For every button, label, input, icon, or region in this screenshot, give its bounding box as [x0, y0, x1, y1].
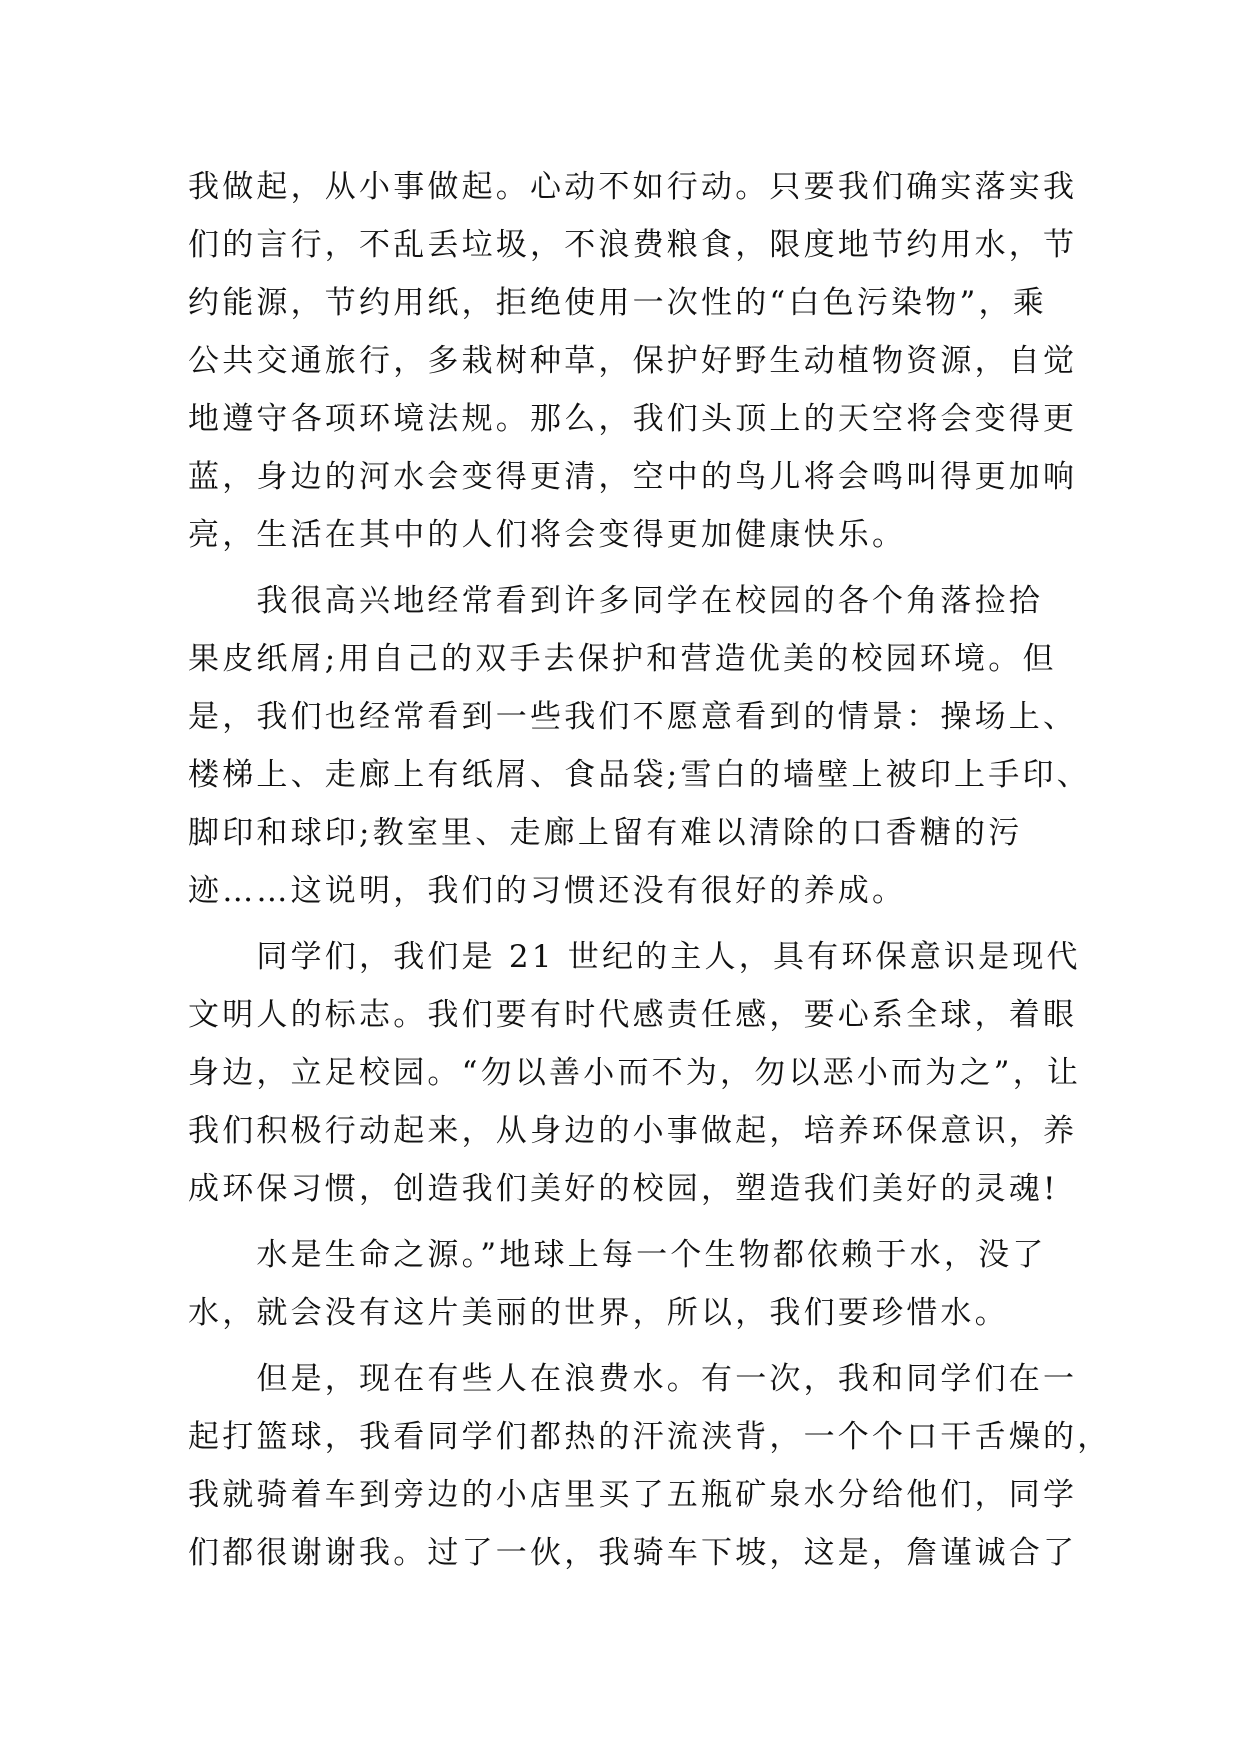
- paragraph-3: [188, 928, 1082, 1218]
- text-line: 同学们，我们是 21 世纪的主人，具有环保意识是现代: [188, 939, 1081, 975]
- text-line: 但是，现在有些人在浪费水。有一次，我和同学们在一: [188, 1361, 1078, 1397]
- paragraph-1: [188, 158, 1078, 564]
- text-line: 果皮纸屑;用自己的双手去保护和营造优美的校园环境。但: [188, 641, 1057, 677]
- text-line: 我就骑着车到旁边的小店里买了五瓶矿泉水分给他们，同学: [188, 1477, 1078, 1513]
- text-line: 公共交通旅行，多栽树种草，保护好野生动植物资源，自觉: [188, 343, 1078, 379]
- text-line: 文明人的标志。我们要有时代感责任感，要心系全球，着眼: [188, 997, 1078, 1033]
- paragraph-2: [188, 572, 1091, 920]
- text-line: 身边，立足校园。“勿以善小而不为，勿以恶小而为之”，让: [188, 1055, 1082, 1091]
- text-line: 蓝，身边的河水会变得更清，空中的鸟儿将会鸣叫得更加响: [188, 459, 1078, 495]
- paragraph-4: [188, 1226, 1058, 1342]
- text-line: 约能源，节约用纸，拒绝使用一次性的“白色污染物”，乘: [188, 285, 1047, 321]
- text-line: 是，我们也经常看到一些我们不愿意看到的情景：操场上、: [188, 699, 1078, 735]
- text-line: 地遵守各项环境法规。那么，我们头顶上的天空将会变得更: [188, 401, 1078, 437]
- text-line: 成环保习惯，创造我们美好的校园，塑造我们美好的灵魂!: [188, 1171, 1059, 1207]
- text-line: 水是生命之源。”地球上每一个生物都依赖于水，没了: [188, 1237, 1047, 1273]
- text-line: 我们积极行动起来，从身边的小事做起，培养环保意识，养: [188, 1113, 1078, 1149]
- text-line: 亮，生活在其中的人们将会变得更加健康快乐。: [188, 517, 907, 553]
- text-line: 水，就会没有这片美丽的世界，所以，我们要珍惜水。: [188, 1295, 1009, 1331]
- text-line: 楼梯上、走廊上有纸屑、食品袋;雪白的墙壁上被印上手印、: [188, 757, 1091, 793]
- text-line: 起打篮球，我看同学们都热的汗流浃背，一个个口干舌燥的，: [188, 1419, 1112, 1455]
- text-line: 脚印和球印;教室里、走廊上留有难以清除的口香糖的污: [188, 815, 1023, 851]
- text-line: 们的言行，不乱丢垃圾，不浪费粮食，限度地节约用水，节: [188, 227, 1078, 263]
- text-line: 们都很谢谢我。过了一伙，我骑车下坡，这是，詹谨诚合了: [188, 1535, 1078, 1571]
- paragraph-5: [188, 1350, 1112, 1582]
- text-line: 我做起，从小事做起。心动不如行动。只要我们确实落实我: [188, 169, 1078, 205]
- document-body: [188, 158, 1112, 1582]
- text-line: 我很高兴地经常看到许多同学在校园的各个角落捡拾: [188, 583, 1043, 619]
- text-line: 迹……这说明，我们的习惯还没有很好的养成。: [188, 873, 907, 909]
